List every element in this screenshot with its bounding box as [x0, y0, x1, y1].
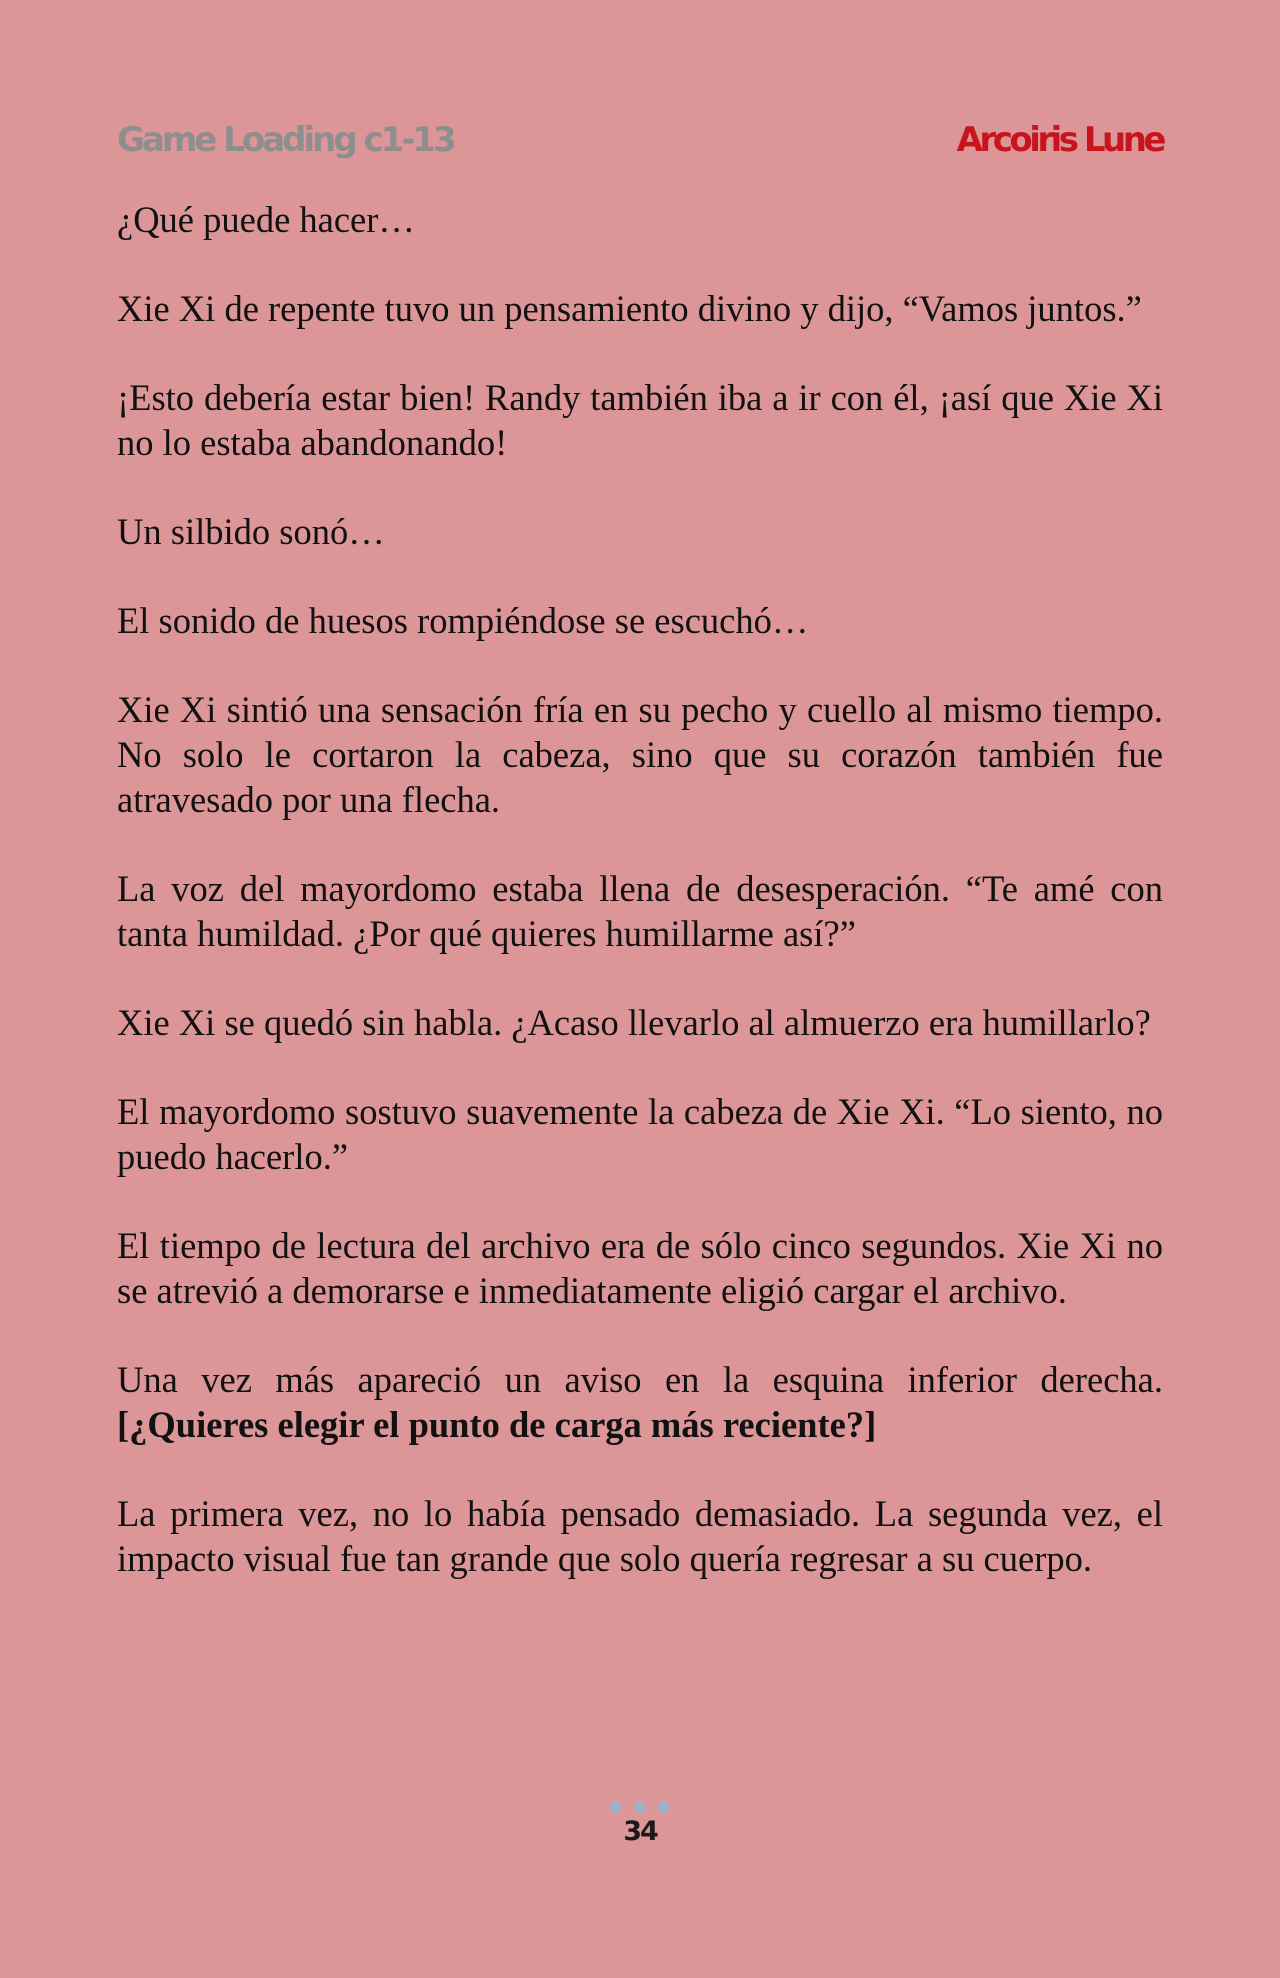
paragraph-11 [117, 1357, 1163, 1447]
page-footer [0, 1800, 1280, 1847]
paragraph-1: ¿Qué puede hacer… [117, 199, 415, 240]
page-number: 34 [623, 1816, 657, 1847]
dot-icon [610, 1801, 622, 1813]
chapter-body [117, 197, 1163, 1625]
translator-name: Arcoiris Lune [956, 120, 1163, 160]
page-header [117, 118, 1163, 162]
paragraph-8: Xie Xi se quedó sin habla. ¿Acaso llevarlo al almuerzo era humillarlo? [117, 1002, 1151, 1043]
paragraph-5: El sonido de huesos rompiéndose se escuchó… [117, 600, 809, 641]
paragraph-4: Un silbido sonó… [117, 511, 385, 552]
book-title: Game Loading c1-13 [117, 120, 454, 160]
paragraph-9: El mayordomo sostuvo suavemente la cabeza de Xie Xi. “Lo siento, no puedo hacerlo.” [117, 1091, 1163, 1177]
dot-icon [634, 1801, 646, 1813]
paragraph-6: Xie Xi sintió una sensación fría en su pecho y cuello al mismo tiempo. No solo le cortaron la cabeza, sino que su corazón también fue atravesado por una flecha. [117, 689, 1163, 820]
paragraph-3: ¡Esto debería estar bien! Randy también iba a ir con él, ¡así que Xie Xi no lo estaba abandonando! [117, 377, 1163, 463]
dot-icon [658, 1801, 670, 1813]
dots-ornament-icon [0, 1800, 1280, 1814]
paragraph-11-text: Una vez más apareció un aviso en la esquina inferior derecha. [117, 1359, 1163, 1400]
paragraph-10: El tiempo de lectura del archivo era de sólo cinco segundos. Xie Xi no se atrevió a demorarse e inmediatamente eligió cargar el archivo. [117, 1225, 1163, 1311]
paragraph-7: La voz del mayordomo estaba llena de desesperación. “Te amé con tanta humildad. ¿Por qué quieres humillarme así?” [117, 868, 1163, 954]
paragraph-12: La primera vez, no lo había pensado demasiado. La segunda vez, el impacto visual fue tan grande que solo quería regresar a su cuerpo. [117, 1493, 1163, 1579]
system-prompt-text: [¿Quieres elegir el punto de carga más reciente?] [117, 1404, 877, 1445]
paragraph-2: Xie Xi de repente tuvo un pensamiento divino y dijo, “Vamos juntos.” [117, 288, 1142, 329]
